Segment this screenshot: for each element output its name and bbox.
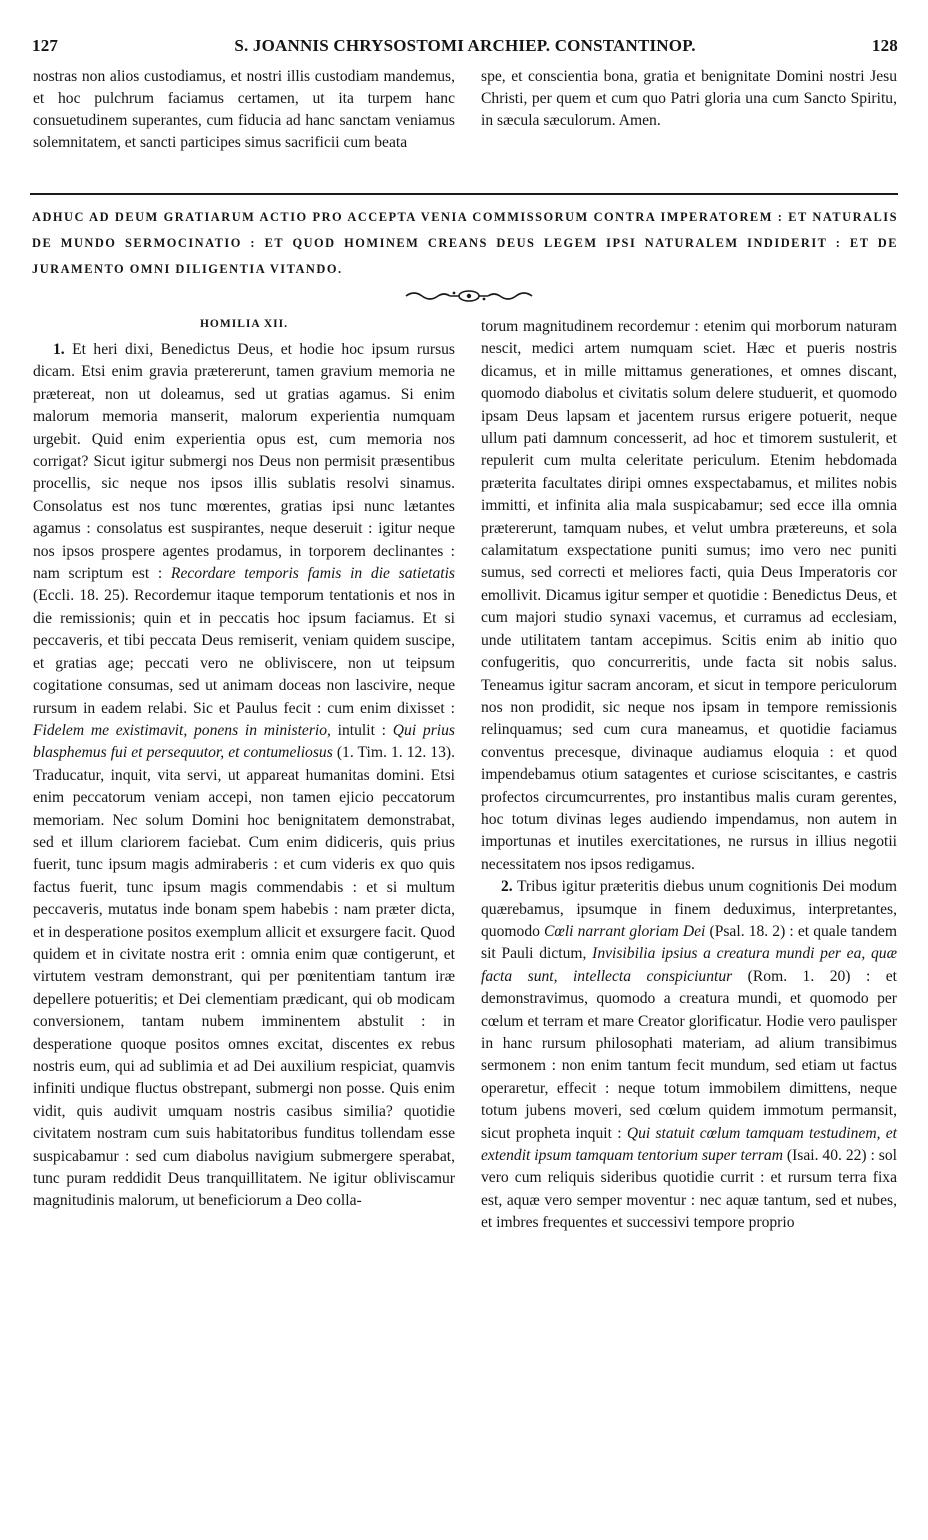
top-right-text: spe, et conscientia bona, gratia et benignitate Domini nostri Jesu Christi, per quem et cum quo Patri gloria una cum Sancto Spiritu, in sæcula sæculorum. Amen. — [481, 68, 897, 129]
scripture-quote: Invisibilia ipsius a creatura mundi per ea, quæ facta sunt, intellecta conspiciuntur — [481, 945, 897, 985]
paragraph-text: Et heri dixi, Benedictus Deus, et hodie hoc ipsum rursus dicam. Etsi enim gravia prætererunt, tamen gravium memoria ne prætereat, non ut doleamus, sed ut gratias agamus. Si enim malorum memoria manserit, malorum experientia numquam urgebit. Quid enim experientia opus est, cum memoria nos corrigat? Sicut igitur submergi nos Deus non permisit præsentibus procellis, sic neque nos ipsos illis sublatis resolvi sinamus. Consolatus est nos tunc mœrentes, gratias ipsi nunc lætantes agamus : consolatus est suspirantes, neque deseruit : igitur neque nos ipsos prospere agentes prodamus, in torporem declinantes : nam scriptum est : — [33, 341, 455, 583]
paragraph-text: : et quale tandem sit Pauli dictum, — [481, 922, 897, 963]
main-left-column — [33, 339, 455, 1213]
scripture-quote: Recordare temporis famis in die satietatis — [170, 565, 455, 583]
scripture-reference: (Psal. 18. 2) — [709, 922, 786, 940]
page-number-left: 127 — [32, 36, 59, 55]
scripture-quote: Cœli narrant gloriam Dei — [544, 922, 706, 940]
main-right-column — [481, 316, 897, 1235]
page-number-right: 128 — [871, 36, 898, 55]
top-left-column — [33, 66, 455, 154]
scripture-quote: Qui prius blasphemus fui et persequutor, et contumeliosus — [33, 721, 455, 762]
top-right-column — [481, 66, 897, 132]
section-divider — [30, 193, 898, 195]
scripture-quote: Fidelem me existimavit, ponens in ministerio, — [33, 721, 331, 739]
paragraph-text: : sol vero cum reliquis sideribus quotidie currit : et rursum terra fixa est, aquæ vero semper moventur : nec aquæ tantum, sed et nubes, et imbres frequentes et successivi tempore proprio — [481, 1147, 897, 1232]
section-heading: ADHUC AD DEUM GRATIARUM ACTIO PRO ACCEPTA VENIA COMMISSORUM CONTRA IMPERATOREM : ET NATURALIS DE MUNDO SERMOCINATIO : ET QUOD HOMINEM CREANS DEUS LEGEM IPSI NATURALEM INDIDERIT : ET DE JURAMENTO OMNI DILIGENTIA VITANDO. — [32, 210, 898, 276]
paragraph-number: 2. — [501, 878, 513, 896]
paragraph-number: 1. — [53, 341, 65, 358]
running-head — [32, 36, 898, 60]
paragraph-text: : et demonstravimus, quomodo a creatura mundi, et quomodo per cœlum et terram et mare Creator glorificatur. Hodie vero paulisper in hanc rursum philosophati materiam, ad alium transibimus sermonem : non enim tantum fecit mundum, sed etiam ut factus operaretur, effecit : neque totum immobilem dimittens, neque totum jubens moveri, sed cœlum quidem immotum permansit, sicut propheta inquit : — [481, 967, 897, 1142]
scripture-reference: (Isai. 40. 22) — [786, 1147, 867, 1165]
paragraph-text: Traducatur, inquit, vita servi, ut appareat humanitas domini. Etsi enim peccatorum veniam accepi, non tamen ejicio peccatorum memoriam. Nec solum Domini hoc benignitatem demonstrabat, sed et illum clariorem faciebat. Cum enim didiceris, quis prius fuerit, tunc ipsum magis admiraberis : et cum videris ex quo quis factus fuerit, tunc ipsum magis commendabis : et si multum peccaveris, mutatus inde bonam spem habebis : nam præter dicta, et in desperatione positos exemplum allicit et exsurgere facit. Quod quidem et in civitate nostra erit : omnia enim quæ contigerunt, et virtutem vestram demonstrant, qui per pœnitentiam tantum iræ depellere potueritis; et Dei clementiam prædicant, qui ob modicam conversionem, tantam nubem imminentem abstulit : in desperatione quoque positos omnes excitat, discentes ex rebus nostris eum, qui ad sublimia et ad Dei auxilium respiciat, quamvis infiniti undique fluctus obstrepant, submergi non posse. Quis enim vidit, quis audivit umquam nostris casibus similia? quotidie civitatem nostram cum suis habitatoribus funditus tollendam esse suspicabamur : sed cum diabolus navigium submergere sperabat, tunc puram reddidit Deus tranquillitatem. Ne igitur obliviscamur magnitudinis malorum, ut beneficiorum a Deo colla- — [33, 766, 455, 1210]
scripture-reference: (Rom. 1. 20) — [747, 967, 851, 985]
scripture-reference: (Eccli. 18. 25). — [33, 587, 129, 605]
paragraph-2 — [481, 876, 897, 1235]
scripture-quote: Qui statuit cœlum tamquam testudinem, et extendit ipsum tamquam tentorium super terram — [481, 1124, 897, 1165]
scripture-reference: (1. Tim. 1. 12. 13). — [336, 744, 455, 762]
top-left-text: nostras non alios custodiamus, et nostri illis custodiam mandemus, et hoc pulchrum faciamus certamen, ut ita turpem hanc consuetudinem superantes, cum fiducia ad hanc sanctam veniamus solemnitatem, et sancti participes simus sacrificii cum beata — [33, 68, 455, 151]
running-title: S. JOANNIS CHRYSOSTOMI ARCHIEP. CONSTANTINOP. — [234, 36, 696, 55]
paragraph-text: Recordemur itaque temporum tentationis et nos in die remissionis; quin et in peccatis hoc ipsum faciamus. Et si peccaveris, et tibi peccata Deus remiserit, veniam quidem suscipe, et gratias age; peccati vero ne obliviscere, non ut teipsum cogitatione consumas, sed ut animam doceas non lascivire, neque rursum in eadem relabi. Sic et Paulus fecit : cum enim dixisset : — [33, 587, 456, 717]
paragraph-text: Tribus igitur præteritis diebus unum cognitionis Dei modum quærebamus, ipsumque in finem deduximus, interpretantes, quomodo — [481, 878, 898, 940]
homily-label: HOMILIA XII. — [199, 318, 289, 330]
paragraph-1-continued: torum magnitudinem recordemur : etenim qui morborum naturam nescit, medici artem numquam sciet. Hæc et pueris nostris dicamus, et in mille mittamus generationes, et omnes discant, quomodo diabolus et civitatis solum delere studuerit, et quomodo ipsam Deus lapsam et jacentem rursus erigere potuerit, neque ullum pati damnum concesserit, ad hoc et timorem sustulerit, et repulerit cum multa celeritate periculum. Etenim hebdomada præterita facultates diripi omnes exspectabamus, et milites nobis immitti, et infinita alia mala suspicabamur; sed ecce illa omnia prætererunt, tamquam nubes, et velut umbra prætereuns, et sola calamitatum exspectatione puniti sumus; imo vero nec puniti sumus, sed correcti et meliores facti, quia Deus Imperatoris cor emollivit. Dicamus igitur semper et quotidie : Benedictus Deus, et cum majori studio synaxi vacemus, et curramus ad ecclesiam, unde utilitatem tantam accepimus. Scitis enim ab initio quo confugeritis, quo concurreritis, unde facta sit nobis salus. Teneamus igitur sacram ancoram, et sicut in tempore periculorum nos non prodidit, sic neque nos ipsam in tempore remissionis relinquamus; sed cum cura maneamus, et quotidie faciamus conventus precesque, divinaque audiamus eloquia : et quod impendebamus otium satagentes et curiose sciscitantes, e castris profectos circumcurrentes, pro instantibus malis curam gerentes, hoc totum divinas leges audiendo impendamus, non autem in importunas et inutiles exercitationes, ne rursus in illius negotii necessitatem nos ipsos redigamus. — [481, 318, 897, 873]
ornament-divider — [404, 289, 534, 303]
paragraph-text: intulit : — [337, 721, 387, 739]
paragraph-1 — [33, 339, 455, 1213]
